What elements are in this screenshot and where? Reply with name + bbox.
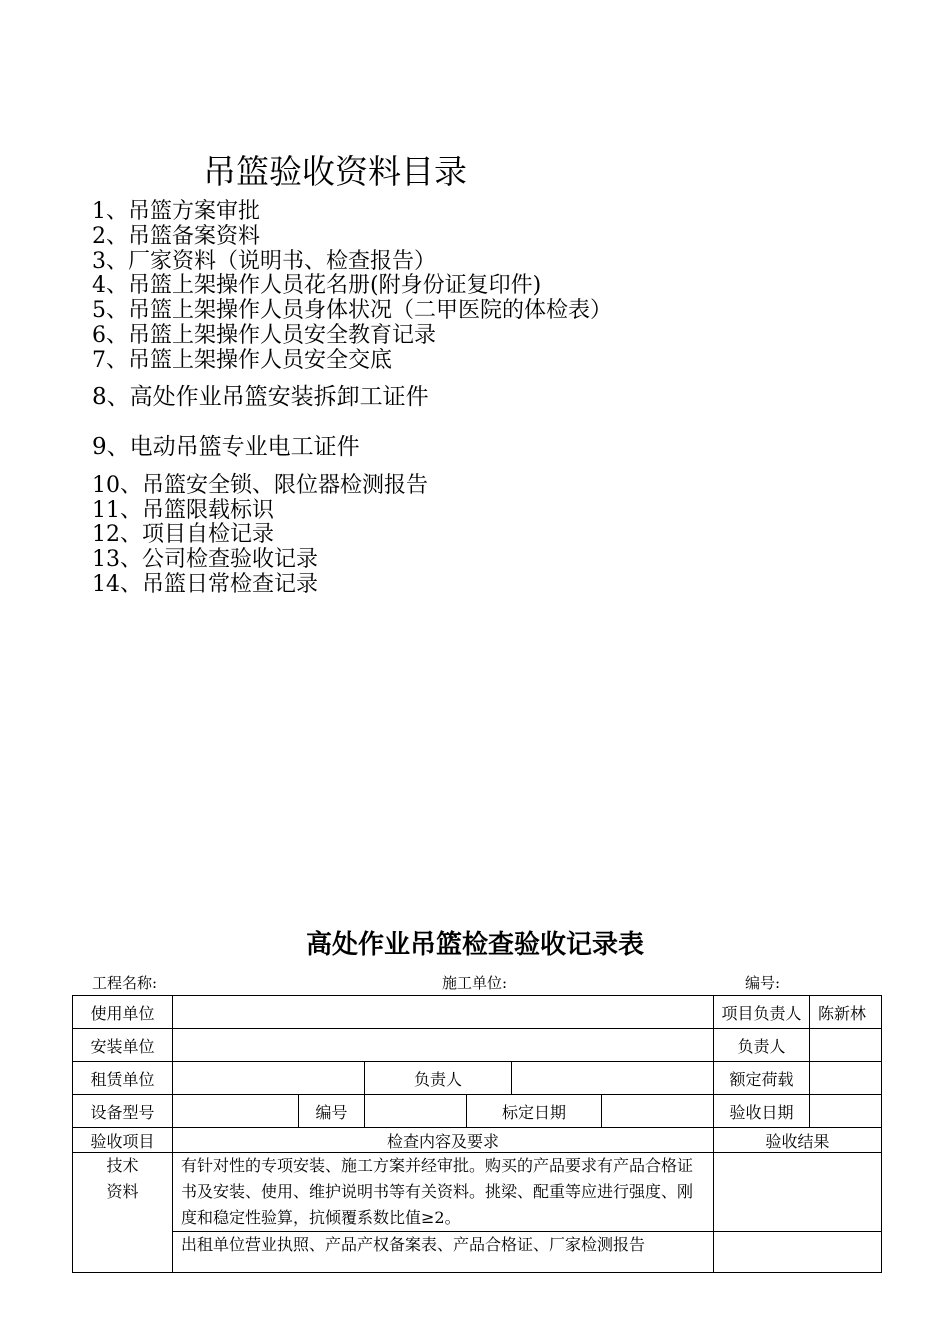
acceptance-date-label: 验收日期 xyxy=(714,1095,810,1128)
project-manager-value[interactable]: 陈新林 xyxy=(810,996,882,1029)
table-row xyxy=(73,1232,882,1273)
user-unit-label: 使用单位 xyxy=(73,996,173,1029)
toc-item: 3、厂家资料（说明书、检查报告） xyxy=(92,249,436,274)
tech-docs-label-line2: 资料 xyxy=(106,1182,139,1201)
equipment-model-value[interactable] xyxy=(173,1095,299,1128)
toc-item: 12、项目自检记录 xyxy=(92,522,274,547)
calibration-date-value[interactable] xyxy=(602,1095,714,1128)
acceptance-item-header: 验收项目 xyxy=(73,1128,173,1153)
table-row xyxy=(73,1062,882,1095)
toc-item: 2、吊篮备案资料 xyxy=(92,224,260,249)
toc-item: 11、吊篮限载标识 xyxy=(92,498,274,523)
form-title: 高处作业吊篮检查验收记录表 xyxy=(305,930,644,960)
lease-unit-label: 租赁单位 xyxy=(73,1062,173,1095)
rated-load-label: 额定荷载 xyxy=(714,1062,810,1095)
project-manager-label: 项目负责人 xyxy=(714,996,810,1029)
toc-item: 8、高处作业吊篮安装拆卸工证件 xyxy=(92,384,429,410)
toc-title: 吊篮验收资料目录 xyxy=(203,152,467,191)
tech-docs-label-line1: 技术 xyxy=(106,1156,139,1175)
tech-result-2[interactable] xyxy=(714,1232,882,1273)
toc-item: 9、电动吊篮专业电工证件 xyxy=(92,434,360,460)
equipment-model-label: 设备型号 xyxy=(73,1095,173,1128)
toc-item: 5、吊篮上架操作人员身体状况（二甲医院的体检表） xyxy=(92,298,612,323)
toc-item: 13、公司检查验收记录 xyxy=(92,547,318,572)
tech-requirement-2: 出租单位营业执照、产品产权备案表、产品合格证、厂家检测报告 xyxy=(173,1232,714,1273)
inspection-content-header: 检查内容及要求 xyxy=(173,1128,714,1153)
acceptance-date-value[interactable] xyxy=(810,1095,882,1128)
install-unit-value[interactable] xyxy=(173,1029,714,1062)
table-header-row xyxy=(73,1128,882,1153)
install-unit-label: 安装单位 xyxy=(73,1029,173,1062)
number-label: 编号 xyxy=(299,1095,365,1128)
toc-item: 14、吊篮日常检查记录 xyxy=(92,572,318,597)
table-row xyxy=(73,1095,882,1128)
project-name-label: 工程名称: xyxy=(92,974,158,992)
lease-responsible-value[interactable] xyxy=(512,1062,714,1095)
table-row xyxy=(73,1029,882,1062)
rated-load-value[interactable] xyxy=(810,1062,882,1095)
toc-item: 10、吊篮安全锁、限位器检测报告 xyxy=(92,473,428,498)
toc-item: 4、吊篮上架操作人员花名册(附身份证复印件) xyxy=(92,273,542,298)
tech-requirement-1: 有针对性的专项安装、施工方案并经审批。购买的产品要求有产品合格证书及安装、使用、维护说明书等有关资料。挑梁、配重等应进行强度、刚度和稳定性验算，抗倾覆系数比值≥2。 xyxy=(173,1153,714,1232)
acceptance-record-table xyxy=(72,995,882,1273)
serial-number-label: 编号: xyxy=(745,974,781,992)
responsible-label: 负责人 xyxy=(714,1029,810,1062)
responsible-value[interactable] xyxy=(810,1029,882,1062)
construction-unit-label: 施工单位: xyxy=(442,974,508,992)
table-row xyxy=(73,996,882,1029)
number-value[interactable] xyxy=(365,1095,467,1128)
toc-item: 6、吊篮上架操作人员安全教育记录 xyxy=(92,323,436,348)
calibration-date-label: 标定日期 xyxy=(467,1095,602,1128)
lease-responsible-label: 负责人 xyxy=(365,1062,512,1095)
user-unit-value[interactable] xyxy=(173,996,714,1029)
tech-docs-label xyxy=(73,1153,173,1273)
table-row xyxy=(73,1153,882,1232)
lease-unit-value[interactable] xyxy=(173,1062,365,1095)
acceptance-result-header: 验收结果 xyxy=(714,1128,882,1153)
tech-result-1[interactable] xyxy=(714,1153,882,1232)
toc-item: 7、吊篮上架操作人员安全交底 xyxy=(92,348,392,373)
toc-item: 1、吊篮方案审批 xyxy=(92,199,260,224)
